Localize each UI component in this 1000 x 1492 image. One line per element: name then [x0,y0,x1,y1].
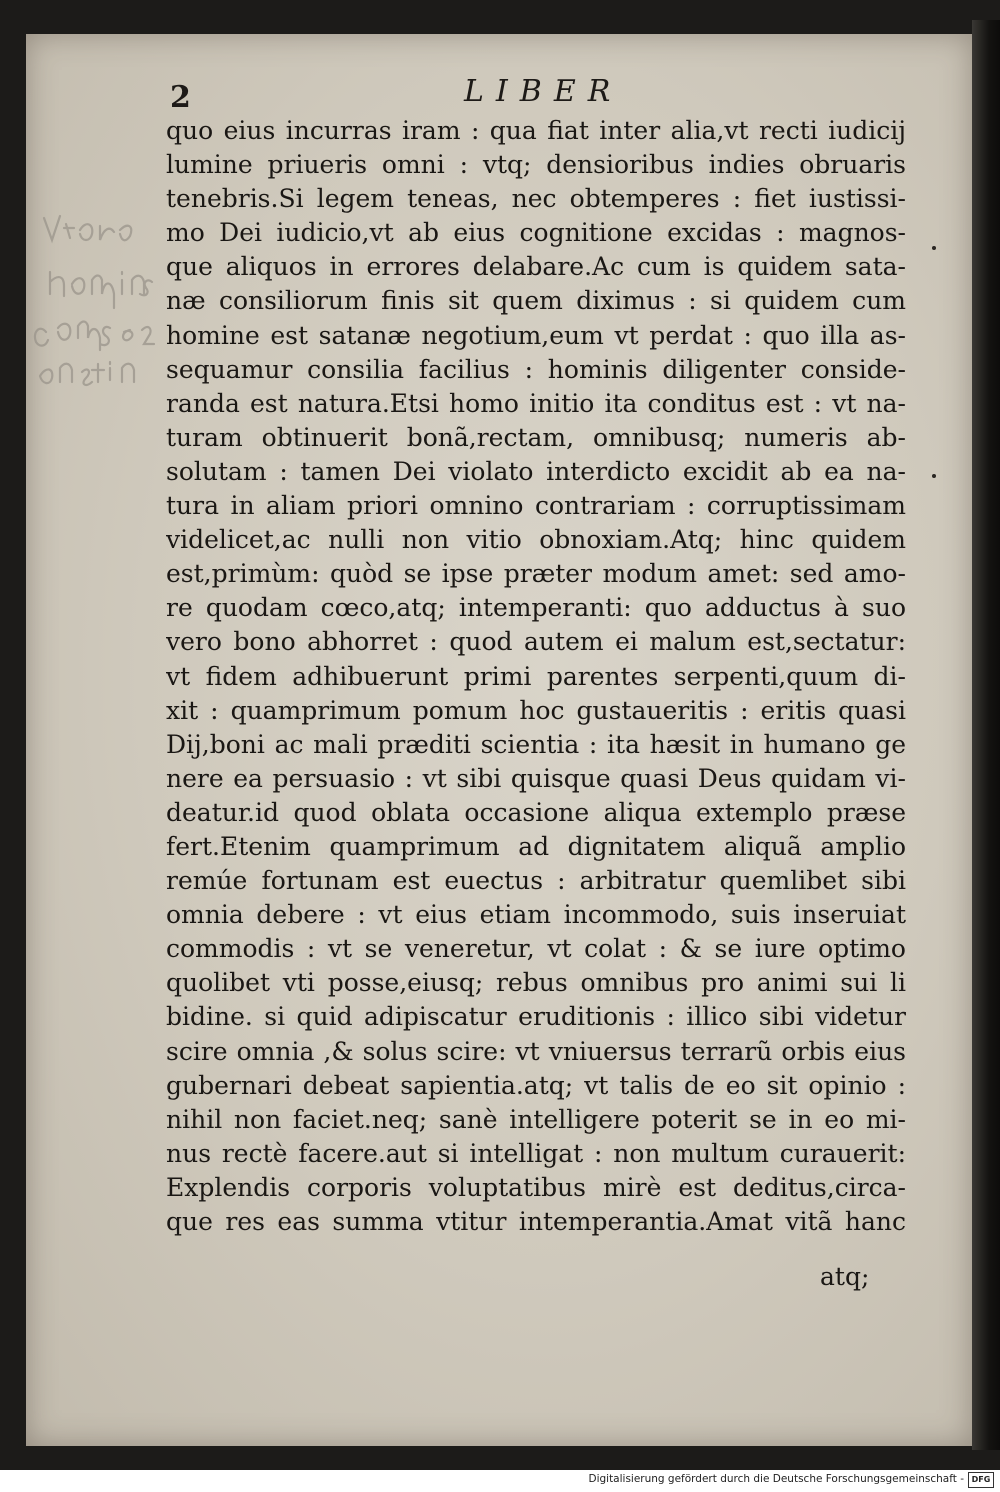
text-line: solutam : tamen Dei violato interdicto excidit ab ea na- [166,456,906,486]
page-number: 2 [170,80,191,115]
running-head: LIBER [464,74,623,109]
text-line: sequamur consilia facilius : hominis diligenter conside- [166,354,906,384]
text-line: re quodam cœco,atq; intemperanti: quo adductus à suo [166,593,906,623]
text-line: nihil non faciet.neq; sanè intelligere poterit se in eo mi- [166,1104,906,1134]
text-line: Explendis corporis voluptatibus mirè est deditus,circa- [166,1172,906,1202]
text-line: bidine. si quid adipiscatur eruditionis : illico sibi videtur [166,1002,906,1032]
text-line: quo eius incurras iram : qua fiat inter alia,vt recti iudicij [166,116,906,145]
text-line: fert.Etenim quamprimum ad dignitatem aliquã amplio [166,831,906,861]
book-spine-edge [972,20,1000,1450]
funding-credit: Digitalisierung gefördert durch die Deutsche Forschungsgemeinschaft - [588,1473,964,1485]
text-line: que res eas summa vtitur intemperantia.Amat vitã hanc [166,1207,906,1236]
ink-speck [932,246,936,250]
text-line: turam obtinuerit bonã,rectam, omnibusq; numeris ab- [166,422,906,452]
digitization-footer [0,1470,1000,1492]
text-line: homine est satanæ negotium,eum vt perdat : quo illa as- [166,320,906,350]
ink-speck [932,474,936,478]
text-line: gubernari debeat sapientia.atq; vt talis de eo sit opinio : [166,1070,906,1100]
text-line: deatur.id quod oblata occasione aliqua extemplo præse [166,797,906,827]
dfg-logo-icon: DFG [968,1472,994,1488]
text-line: commodis : vt se veneretur, vt colat : & se iure optimo [166,934,906,964]
text-line: lumine priueris omni : vtq; densioribus indies obruaris [166,150,906,180]
text-line: næ consiliorum finis sit quem diximus : si quidem cum [166,286,906,316]
text-line: quolibet vti posse,eiusq; rebus omnibus pro animi sui li [166,968,906,998]
text-line: que aliquos in errores delabare.Ac cum is quidem sata- [166,252,906,282]
handwritten-marginal-note [30,210,170,400]
text-line: Dij,boni ac mali præditi scientia : ita hæsit in humano ge [166,729,906,759]
text-line: videlicet,ac nulli non vitio obnoxiam.Atq; hinc quidem [166,525,906,555]
text-line: randa est natura.Etsi homo initio ita conditus est : vt na- [166,388,906,418]
text-line: xit : quamprimum pomum hoc gustaueritis : eritis quasi [166,695,906,725]
page-header [140,74,900,118]
text-line: vt fidem adhibuerunt primi parentes serpenti,quum di- [166,661,906,691]
text-line: nus rectè facere.aut si intelligat : non multum curauerit: [166,1138,906,1168]
text-line: nere ea persuasio : vt sibi quisque quasi Deus quidam vi- [166,763,906,793]
text-line: tura in aliam priori omnino contrariam : corruptissimam [166,491,906,521]
text-line: est,primùm: quòd se ipse præter modum amet: sed amo- [166,559,906,589]
text-line: tenebris.Si legem teneas, nec obtemperes : fiet iustissi- [166,184,906,214]
text-line: remúe fortunam est euectus : arbitratur quemlibet sibi [166,866,906,896]
body-text [166,114,906,1239]
catchword: atq; [820,1262,870,1291]
text-line: vero bono abhorret : quod autem ei malum est,sectatur: [166,627,906,657]
text-line: mo Dei iudicio,vt ab eius cognitione excidas : magnos- [166,218,906,248]
text-line: scire omnia ,& solus scire: vt vniuersus terrarũ orbis eius [166,1036,906,1066]
text-line: omnia debere : vt eius etiam incommodo, suis inseruiat [166,900,906,930]
